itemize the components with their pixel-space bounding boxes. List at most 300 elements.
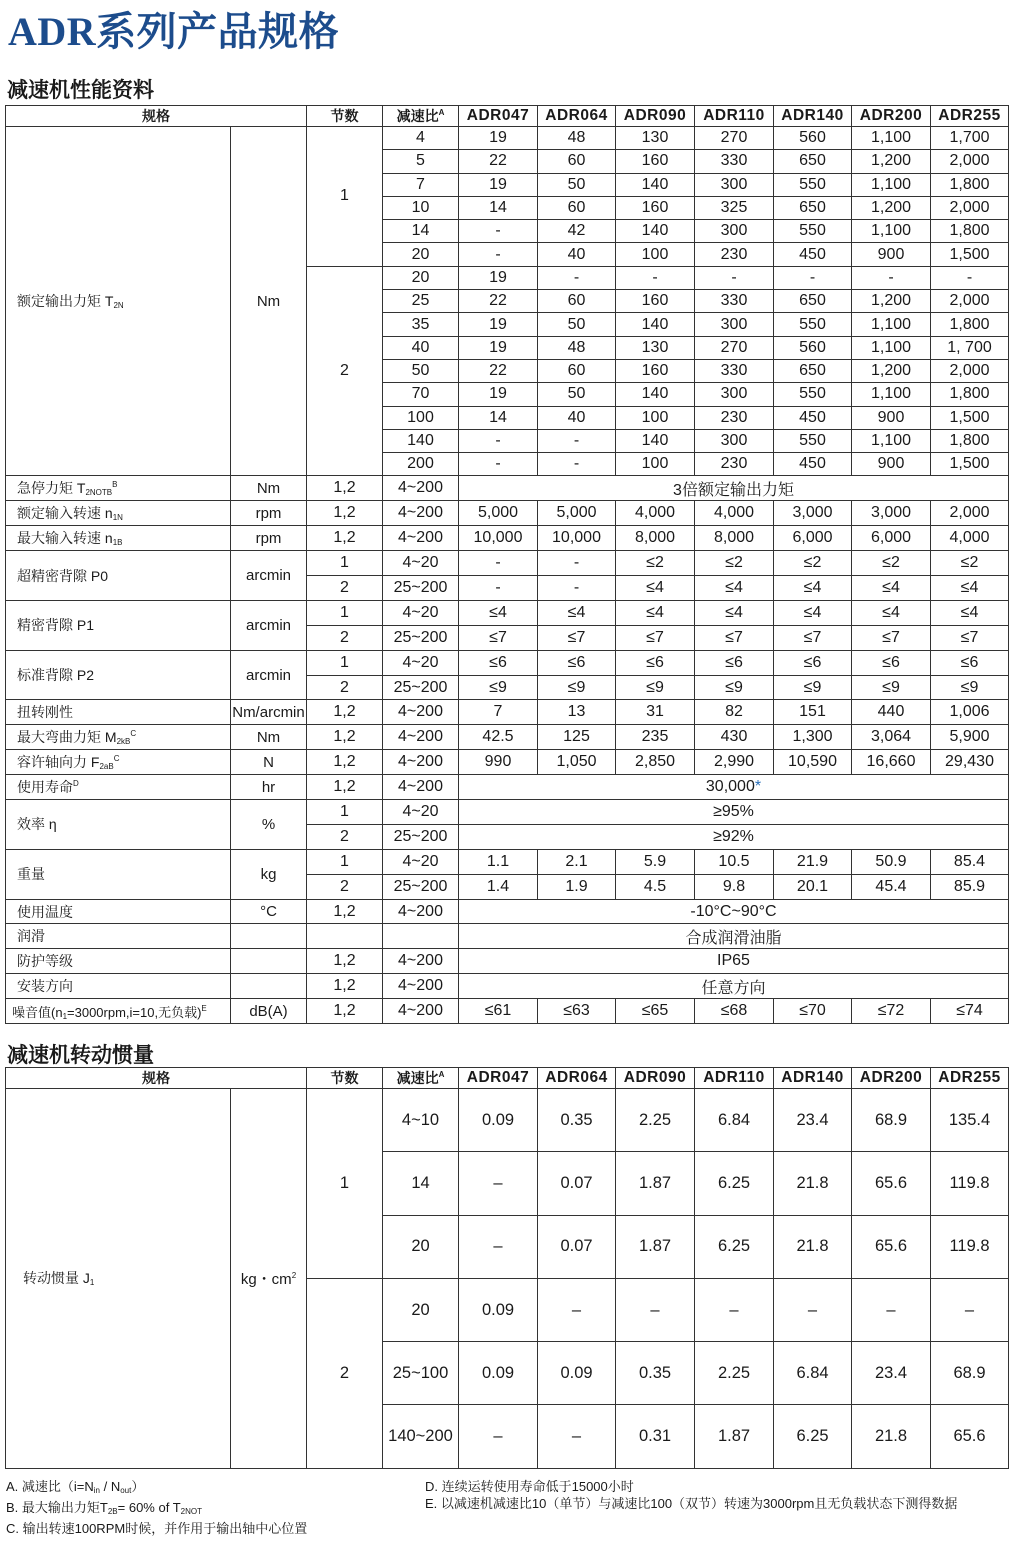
- value-cell: ≤70: [774, 999, 852, 1024]
- inertia-table: [5, 1067, 1009, 1469]
- value-cell: ≤74: [931, 999, 1009, 1024]
- value-cell: 300: [695, 313, 774, 336]
- footnote-d: D. 连续运转使用寿命低于15000小时: [425, 1479, 634, 1494]
- value-cell: 1,100: [852, 383, 931, 406]
- ratio-cell: 100: [383, 406, 459, 429]
- stage-cell: 2: [307, 625, 383, 650]
- value-cell: 990: [459, 750, 538, 775]
- header-model: ADR140: [774, 1068, 852, 1089]
- row-label-text: 扭转刚性: [17, 704, 73, 721]
- value-cell: 125: [538, 725, 616, 750]
- table-row: [6, 750, 1009, 775]
- unit-superscript: 2: [291, 1270, 297, 1280]
- value-cell: 29,430: [931, 750, 1009, 775]
- row-label-text: 转动惯量 J: [23, 1270, 90, 1287]
- row-label: [6, 700, 231, 725]
- value-cell: 1.87: [616, 1152, 695, 1215]
- value-cell: 3,064: [852, 725, 931, 750]
- value-cell: 330: [695, 150, 774, 173]
- row-label: [6, 476, 231, 501]
- value-cell: 1,200: [852, 196, 931, 219]
- value-cell: –: [931, 1278, 1009, 1341]
- value-cell: 135.4: [931, 1089, 1009, 1152]
- row-label-text: 额定输入转速 n: [17, 505, 113, 522]
- merged-value-cell: [459, 775, 1009, 800]
- value-cell: 60: [538, 290, 616, 313]
- value-cell: ≤4: [774, 600, 852, 625]
- value-cell: -: [459, 243, 538, 266]
- value-cell: 0.35: [538, 1089, 616, 1152]
- unit-cell: [231, 974, 307, 999]
- ratio-cell: 4~200: [383, 750, 459, 775]
- header-model: ADR200: [852, 106, 931, 127]
- header-note-mark: A: [438, 1070, 445, 1079]
- table-row: [6, 899, 1009, 924]
- value-cell: –: [616, 1278, 695, 1341]
- row-label: [6, 949, 231, 974]
- value-cell: 2,000: [931, 501, 1009, 526]
- value-cell: 2.1: [538, 849, 616, 874]
- value-cell: ≤2: [852, 551, 931, 576]
- row-label: [6, 974, 231, 999]
- label-subscript: 1: [62, 1011, 68, 1021]
- value-cell: -: [931, 266, 1009, 289]
- ratio-cell: 20: [383, 266, 459, 289]
- value-cell: 300: [695, 173, 774, 196]
- value-cell: 16,660: [852, 750, 931, 775]
- value-cell: 2,000: [931, 196, 1009, 219]
- footnotes-left: [6, 1478, 307, 1537]
- ratio-cell: 25~200: [383, 824, 459, 849]
- value-cell: 6,000: [774, 526, 852, 551]
- ratio-cell: 50: [383, 359, 459, 382]
- row-label: [6, 1089, 231, 1469]
- ratio-cell: 5: [383, 150, 459, 173]
- value-cell: -: [459, 453, 538, 476]
- value-cell: 1,300: [774, 725, 852, 750]
- merged-value-text: 30,000: [705, 778, 755, 796]
- value-cell: ≤6: [616, 650, 695, 675]
- value-cell: -: [538, 576, 616, 601]
- value-cell: 21.9: [774, 849, 852, 874]
- value-cell: –: [459, 1152, 538, 1215]
- header-stage: 节数: [307, 106, 383, 127]
- header-row: [6, 106, 1009, 127]
- value-cell: 6.84: [774, 1342, 852, 1405]
- value-cell: 100: [616, 453, 695, 476]
- value-cell: 68.9: [931, 1342, 1009, 1405]
- value-cell: ≤7: [695, 625, 774, 650]
- stage-cell: 1,2: [307, 526, 383, 551]
- value-cell: 42: [538, 220, 616, 243]
- value-cell: -: [616, 266, 695, 289]
- value-cell: 8,000: [616, 526, 695, 551]
- value-cell: 23.4: [852, 1342, 931, 1405]
- table-row: [6, 700, 1009, 725]
- value-cell: 50: [538, 173, 616, 196]
- value-cell: 1,100: [852, 173, 931, 196]
- unit-cell: Nm: [231, 725, 307, 750]
- ratio-cell: 4~20: [383, 849, 459, 874]
- value-cell: 9.8: [695, 874, 774, 899]
- unit-cell: [231, 924, 307, 949]
- value-cell: 235: [616, 725, 695, 750]
- row-label: [6, 775, 231, 800]
- unit-cell: arcmin: [231, 650, 307, 700]
- ratio-cell: 4~200: [383, 949, 459, 974]
- unit-cell: Nm: [231, 476, 307, 501]
- value-cell: ≤9: [852, 675, 931, 700]
- value-cell: 65.6: [931, 1405, 1009, 1468]
- stage-cell: [307, 924, 383, 949]
- value-cell: –: [695, 1278, 774, 1341]
- header-model: ADR047: [459, 106, 538, 127]
- value-cell: 19: [459, 127, 538, 150]
- row-label: [6, 551, 231, 601]
- value-cell: 60: [538, 359, 616, 382]
- stage-cell: 1,2: [307, 476, 383, 501]
- label-note-mark: B: [112, 480, 118, 490]
- value-cell: ≤6: [538, 650, 616, 675]
- row-label-text: 使用温度: [17, 903, 73, 920]
- value-cell: 430: [695, 725, 774, 750]
- value-cell: 14: [459, 196, 538, 219]
- value-cell: 40: [538, 406, 616, 429]
- merged-value-cell: ≥92%: [459, 824, 1009, 849]
- value-cell: 68.9: [852, 1089, 931, 1152]
- value-cell: 10,590: [774, 750, 852, 775]
- value-cell: 0.09: [459, 1278, 538, 1341]
- row-label-text: 防护等级: [17, 953, 73, 970]
- value-cell: 300: [695, 220, 774, 243]
- ratio-cell: 4~200: [383, 725, 459, 750]
- value-cell: 550: [774, 383, 852, 406]
- stage-cell: 2: [307, 576, 383, 601]
- value-cell: 50: [538, 313, 616, 336]
- stage-cell: 1,2: [307, 501, 383, 526]
- value-cell: ≤4: [616, 600, 695, 625]
- value-cell: -: [459, 220, 538, 243]
- label-subscript: 1B: [112, 538, 123, 548]
- ratio-cell: 40: [383, 336, 459, 359]
- value-cell: 8,000: [695, 526, 774, 551]
- value-cell: 5,000: [459, 501, 538, 526]
- value-cell: ≤4: [616, 576, 695, 601]
- value-cell: 48: [538, 336, 616, 359]
- value-cell: ≤4: [774, 576, 852, 601]
- value-cell: ≤9: [459, 675, 538, 700]
- stage-cell: 2: [307, 874, 383, 899]
- row-label: [6, 750, 231, 775]
- ratio-cell: 35: [383, 313, 459, 336]
- value-cell: 6.84: [695, 1089, 774, 1152]
- ratio-cell: 4~20: [383, 551, 459, 576]
- ratio-cell: 25~200: [383, 675, 459, 700]
- stage-cell: 2: [307, 824, 383, 849]
- value-cell: 0.07: [538, 1215, 616, 1278]
- value-cell: 100: [616, 243, 695, 266]
- stage-cell: 1,2: [307, 700, 383, 725]
- value-cell: -: [459, 576, 538, 601]
- value-cell: 4.5: [616, 874, 695, 899]
- value-cell: 140: [616, 383, 695, 406]
- ratio-cell: 25: [383, 290, 459, 313]
- footnotes-right: [425, 1478, 957, 1512]
- table-row: [6, 999, 1009, 1024]
- value-cell: 2,990: [695, 750, 774, 775]
- value-cell: ≤4: [852, 576, 931, 601]
- stage-cell: 1: [307, 127, 383, 267]
- row-label-text: 标准背隙 P2: [17, 667, 95, 684]
- value-cell: ≤4: [931, 600, 1009, 625]
- row-label: [6, 650, 231, 700]
- page-title: ADR系列产品规格: [8, 9, 340, 54]
- value-cell: 1,200: [852, 150, 931, 173]
- row-label-text: 容许轴向力 F: [17, 754, 100, 771]
- ratio-cell: 4~20: [383, 600, 459, 625]
- value-cell: 19: [459, 266, 538, 289]
- value-cell: 10,000: [459, 526, 538, 551]
- header-stage: 节数: [307, 1068, 383, 1089]
- unit-cell: Nm/arcmin: [231, 700, 307, 725]
- unit-cell: arcmin: [231, 600, 307, 650]
- value-cell: 50.9: [852, 849, 931, 874]
- value-cell: -: [774, 266, 852, 289]
- value-cell: 900: [852, 243, 931, 266]
- row-label: [6, 501, 231, 526]
- table-row: [6, 725, 1009, 750]
- row-label-text: 使用寿命: [17, 779, 73, 796]
- ratio-cell: 20: [383, 243, 459, 266]
- unit-cell: rpm: [231, 501, 307, 526]
- header-spec: 规格: [6, 1068, 307, 1089]
- value-cell: ≤7: [852, 625, 931, 650]
- value-cell: ≤72: [852, 999, 931, 1024]
- value-cell: 0.35: [616, 1342, 695, 1405]
- value-cell: 450: [774, 243, 852, 266]
- value-cell: 45.4: [852, 874, 931, 899]
- value-cell: 550: [774, 220, 852, 243]
- row-label-text: 效率 η: [17, 816, 57, 833]
- stage-cell: 1: [307, 650, 383, 675]
- value-cell: 1,100: [852, 220, 931, 243]
- row-label-text: 额定输出力矩 T: [17, 293, 114, 310]
- row-label-text: 重量: [17, 866, 45, 883]
- value-cell: 10.5: [695, 849, 774, 874]
- value-cell: 440: [852, 700, 931, 725]
- ratio-cell: 200: [383, 453, 459, 476]
- ratio-cell: 25~200: [383, 874, 459, 899]
- value-cell: ≤4: [695, 600, 774, 625]
- value-cell: 6.25: [695, 1215, 774, 1278]
- header-model: ADR110: [695, 1068, 774, 1089]
- unit-cell: [231, 949, 307, 974]
- header-spec: 规格: [6, 106, 307, 127]
- value-cell: ≤6: [459, 650, 538, 675]
- value-cell: 1,100: [852, 429, 931, 452]
- value-cell: 60: [538, 150, 616, 173]
- stage-cell: 1: [307, 551, 383, 576]
- value-cell: 1,050: [538, 750, 616, 775]
- value-cell: 0.09: [538, 1342, 616, 1405]
- value-cell: 1,006: [931, 700, 1009, 725]
- row-label-text: 急停力矩 T: [17, 480, 86, 497]
- table-row: [6, 849, 1009, 874]
- value-cell: 300: [695, 429, 774, 452]
- value-cell: ≤7: [774, 625, 852, 650]
- value-cell: 140: [616, 220, 695, 243]
- row-label-text: 润滑: [17, 928, 45, 945]
- stage-cell: 1,2: [307, 974, 383, 999]
- table-row: [6, 127, 1009, 150]
- ratio-cell: 4: [383, 127, 459, 150]
- value-cell: 50: [538, 383, 616, 406]
- header-note-mark: A: [438, 108, 445, 117]
- ratio-cell: 20: [383, 1215, 459, 1278]
- unit-cell: arcmin: [231, 551, 307, 601]
- value-cell: 151: [774, 700, 852, 725]
- unit-cell: °C: [231, 899, 307, 924]
- table-row: [6, 800, 1009, 825]
- label-note-mark: C: [113, 754, 120, 764]
- value-cell: 6.25: [774, 1405, 852, 1468]
- ratio-cell: 140: [383, 429, 459, 452]
- ratio-cell: 10: [383, 196, 459, 219]
- value-cell: 0.31: [616, 1405, 695, 1468]
- stage-cell: 2: [307, 1278, 383, 1468]
- stage-cell: 1: [307, 849, 383, 874]
- value-cell: 3,000: [852, 501, 931, 526]
- value-cell: 14: [459, 406, 538, 429]
- value-cell: 1,800: [931, 383, 1009, 406]
- merged-value-text: 3倍额定输出力矩: [673, 481, 794, 499]
- label-subscript: 2kB: [116, 737, 131, 747]
- header-model: ADR090: [616, 106, 695, 127]
- value-cell: -: [852, 266, 931, 289]
- value-cell: 1.1: [459, 849, 538, 874]
- value-cell: 1.87: [616, 1215, 695, 1278]
- stage-cell: 1,2: [307, 725, 383, 750]
- value-cell: 1,100: [852, 127, 931, 150]
- value-cell: 4,000: [616, 501, 695, 526]
- value-cell: 325: [695, 196, 774, 219]
- value-cell: 160: [616, 290, 695, 313]
- header-row: [6, 1068, 1009, 1089]
- value-cell: 4,000: [695, 501, 774, 526]
- value-cell: -: [459, 551, 538, 576]
- value-cell: 230: [695, 406, 774, 429]
- value-cell: 60: [538, 196, 616, 219]
- value-cell: 3,000: [774, 501, 852, 526]
- inertia-section-title: 减速机转动惯量: [7, 1044, 154, 1067]
- value-cell: 1.87: [695, 1405, 774, 1468]
- value-cell: 2,000: [931, 150, 1009, 173]
- value-cell: 22: [459, 150, 538, 173]
- value-cell: 330: [695, 359, 774, 382]
- value-cell: 85.9: [931, 874, 1009, 899]
- row-label: [6, 999, 231, 1024]
- value-cell: 1,500: [931, 406, 1009, 429]
- value-cell: ≤4: [538, 600, 616, 625]
- label-subscript: 1N: [112, 513, 123, 523]
- value-cell: ≤9: [774, 675, 852, 700]
- value-cell: 160: [616, 359, 695, 382]
- label-subscript: 2aB: [99, 762, 114, 772]
- merged-value-cell: 任意方向: [459, 974, 1009, 999]
- value-cell: 550: [774, 313, 852, 336]
- value-cell: 1,200: [852, 290, 931, 313]
- value-cell: ≤4: [931, 576, 1009, 601]
- value-cell: 23.4: [774, 1089, 852, 1152]
- ratio-cell: 25~200: [383, 576, 459, 601]
- ratio-cell: 70: [383, 383, 459, 406]
- value-cell: ≤6: [931, 650, 1009, 675]
- unit-cell: %: [231, 800, 307, 850]
- row-label-text: 最大输入转速 n: [17, 530, 113, 547]
- table-row: [6, 775, 1009, 800]
- value-cell: 450: [774, 453, 852, 476]
- value-cell: 42.5: [459, 725, 538, 750]
- merged-value-cell: [459, 899, 1009, 924]
- header-model: ADR064: [538, 106, 616, 127]
- stage-cell: 1: [307, 600, 383, 625]
- ratio-cell: 25~100: [383, 1342, 459, 1405]
- value-cell: 2.25: [616, 1089, 695, 1152]
- header-ratio: [383, 106, 459, 127]
- table-row: [6, 501, 1009, 526]
- ratio-cell: 14: [383, 220, 459, 243]
- ratio-cell: 20: [383, 1278, 459, 1341]
- value-cell: 1,800: [931, 429, 1009, 452]
- merged-value-text: -10°C~90°C: [690, 902, 777, 920]
- stage-cell: 1: [307, 1089, 383, 1279]
- value-cell: 1,800: [931, 173, 1009, 196]
- ratio-cell: 140~200: [383, 1405, 459, 1468]
- value-cell: -: [538, 551, 616, 576]
- row-label: [6, 526, 231, 551]
- row-label: [6, 600, 231, 650]
- value-cell: 560: [774, 127, 852, 150]
- ratio-cell: 7: [383, 173, 459, 196]
- value-cell: 65.6: [852, 1215, 931, 1278]
- header-ratio-text: 减速比: [396, 1070, 439, 1086]
- table-row: [6, 476, 1009, 501]
- label-subscript: 2NOTB: [85, 488, 113, 498]
- value-cell: -: [459, 429, 538, 452]
- value-cell: 1,700: [931, 127, 1009, 150]
- value-cell: ≤4: [695, 576, 774, 601]
- row-label: [6, 800, 231, 850]
- row-label-text: 超精密背隙 P0: [17, 567, 109, 584]
- ratio-cell: 4~200: [383, 775, 459, 800]
- stage-cell: 1,2: [307, 999, 383, 1024]
- value-cell: ≤6: [774, 650, 852, 675]
- row-label-text: =3000rpm,i=10,无负载): [67, 1004, 202, 1020]
- value-cell: 550: [774, 173, 852, 196]
- table-row: [6, 974, 1009, 999]
- value-cell: ≤9: [931, 675, 1009, 700]
- header-model: ADR110: [695, 106, 774, 127]
- row-label: [6, 924, 231, 949]
- value-cell: 119.8: [931, 1152, 1009, 1215]
- value-cell: 5.9: [616, 849, 695, 874]
- header-model: ADR255: [931, 106, 1009, 127]
- value-cell: 140: [616, 313, 695, 336]
- value-cell: 1,500: [931, 453, 1009, 476]
- unit-cell: [231, 1089, 307, 1469]
- value-cell: 900: [852, 406, 931, 429]
- stage-cell: 1,2: [307, 750, 383, 775]
